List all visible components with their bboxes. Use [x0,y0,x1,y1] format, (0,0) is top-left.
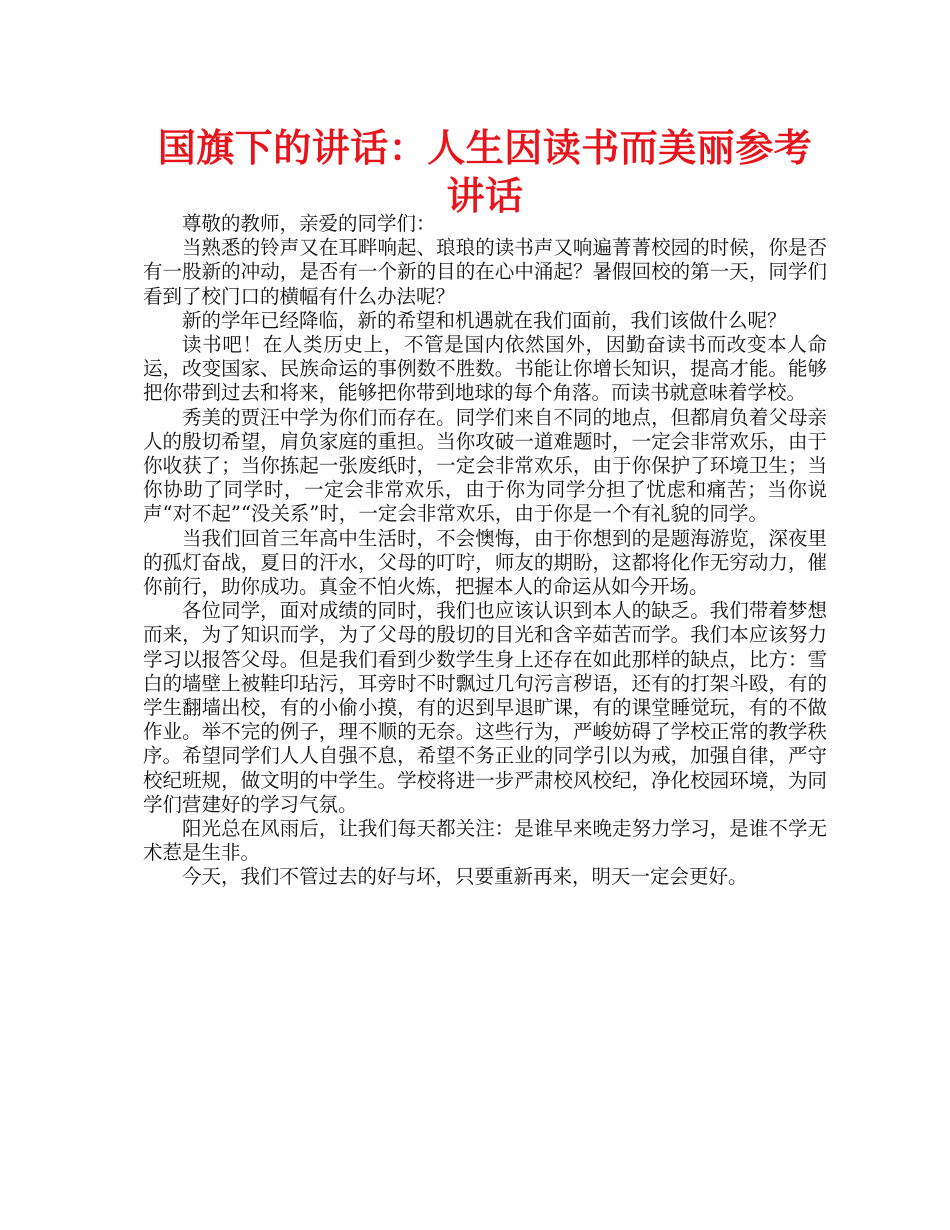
paragraph-6: 各位同学，面对成绩的同时，我们也应该认识到本人的缺乏。我们带着梦想而来，为了知识而学，为了父母的殷切的目光和含辛茹苦而学。我们本应该努力学习以报答父母。但是我们看到少数学生身上还存在如此那样的缺点，比方：雪白的墙壁上被鞋印玷污，耳旁时不时飘过几句污言秽语，还有的打架斗殴，有的学生翻墙出校，有的小偷小摸，有的迟到早退旷课，有的课堂睡觉玩，有的不做作业。举不完的例子，理不顺的无奈。这些行为，严峻妨碍了学校正常的教学秩序。希望同学们人人自强不息，希望不务正业的同学引以为戒，加强自律，严守校纪班规，做文明的中学生。学校将进一步严肃校风校纪，净化校园环境，为同学们营建好的学习气氛。 [143,599,827,816]
paragraph-4: 秀美的贾汪中学为你们而存在。同学们来自不同的地点，但都肩负着父母亲人的殷切希望，肩负家庭的重担。当你攻破一道难题时，一定会非常欢乐，由于你收获了；当你拣起一张废纸时，一定会非常欢乐，由于你保护了环境卫生；当你协助了同学时，一定会非常欢乐，由于你为同学分担了忧虑和痛苦；当你说声“对不起”“没关系”时，一定会非常欢乐，由于你是一个有礼貌的同学。 [143,405,827,526]
paragraph-1: 当熟悉的铃声又在耳畔响起、琅琅的读书声又响遍菁菁校园的时候，你是否有一股新的冲动，是否有一个新的目的在心中涌起？暑假回校的第一天，同学们看到了校门口的横幅有什么办法呢？ [143,236,827,308]
paragraph-2: 新的学年已经降临，新的希望和机遇就在我们面前，我们该做什么呢？ [182,308,787,332]
paragraph-8: 今天，我们不管过去的好与坏，只要重新再来，明天一定会更好。 [182,865,748,889]
paragraph-3: 读书吧！在人类历史上，不管是国内依然国外，因勤奋读书而改变本人命运，改变国家、民族命运的事例数不胜数。书能让你增长知识，提高才能。能够把你带到过去和将来，能够把你带到地球的每个角落。而读书就意味着学校。 [143,333,827,405]
page-title: 国旗下的讲话：人生因读书而美丽参考讲话 [157,126,813,218]
paragraph-7: 阳光总在风雨后，让我们每天都关注：是谁早来晚走努力学习，是谁不学无术惹是生非。 [143,817,827,865]
document-body [143,212,827,890]
paragraph-5: 当我们回首三年高中生活时，不会懊悔，由于你想到的是题海游览，深夜里的孤灯奋战，夏日的汗水，父母的叮咛，师友的期盼，这都将化作无穷动力，催你前行，助你成功。真金不怕火炼，把握本人的命运从如今开场。 [143,526,827,599]
paragraph-salutation: 尊敬的教师，亲爱的同学们： [182,212,436,235]
